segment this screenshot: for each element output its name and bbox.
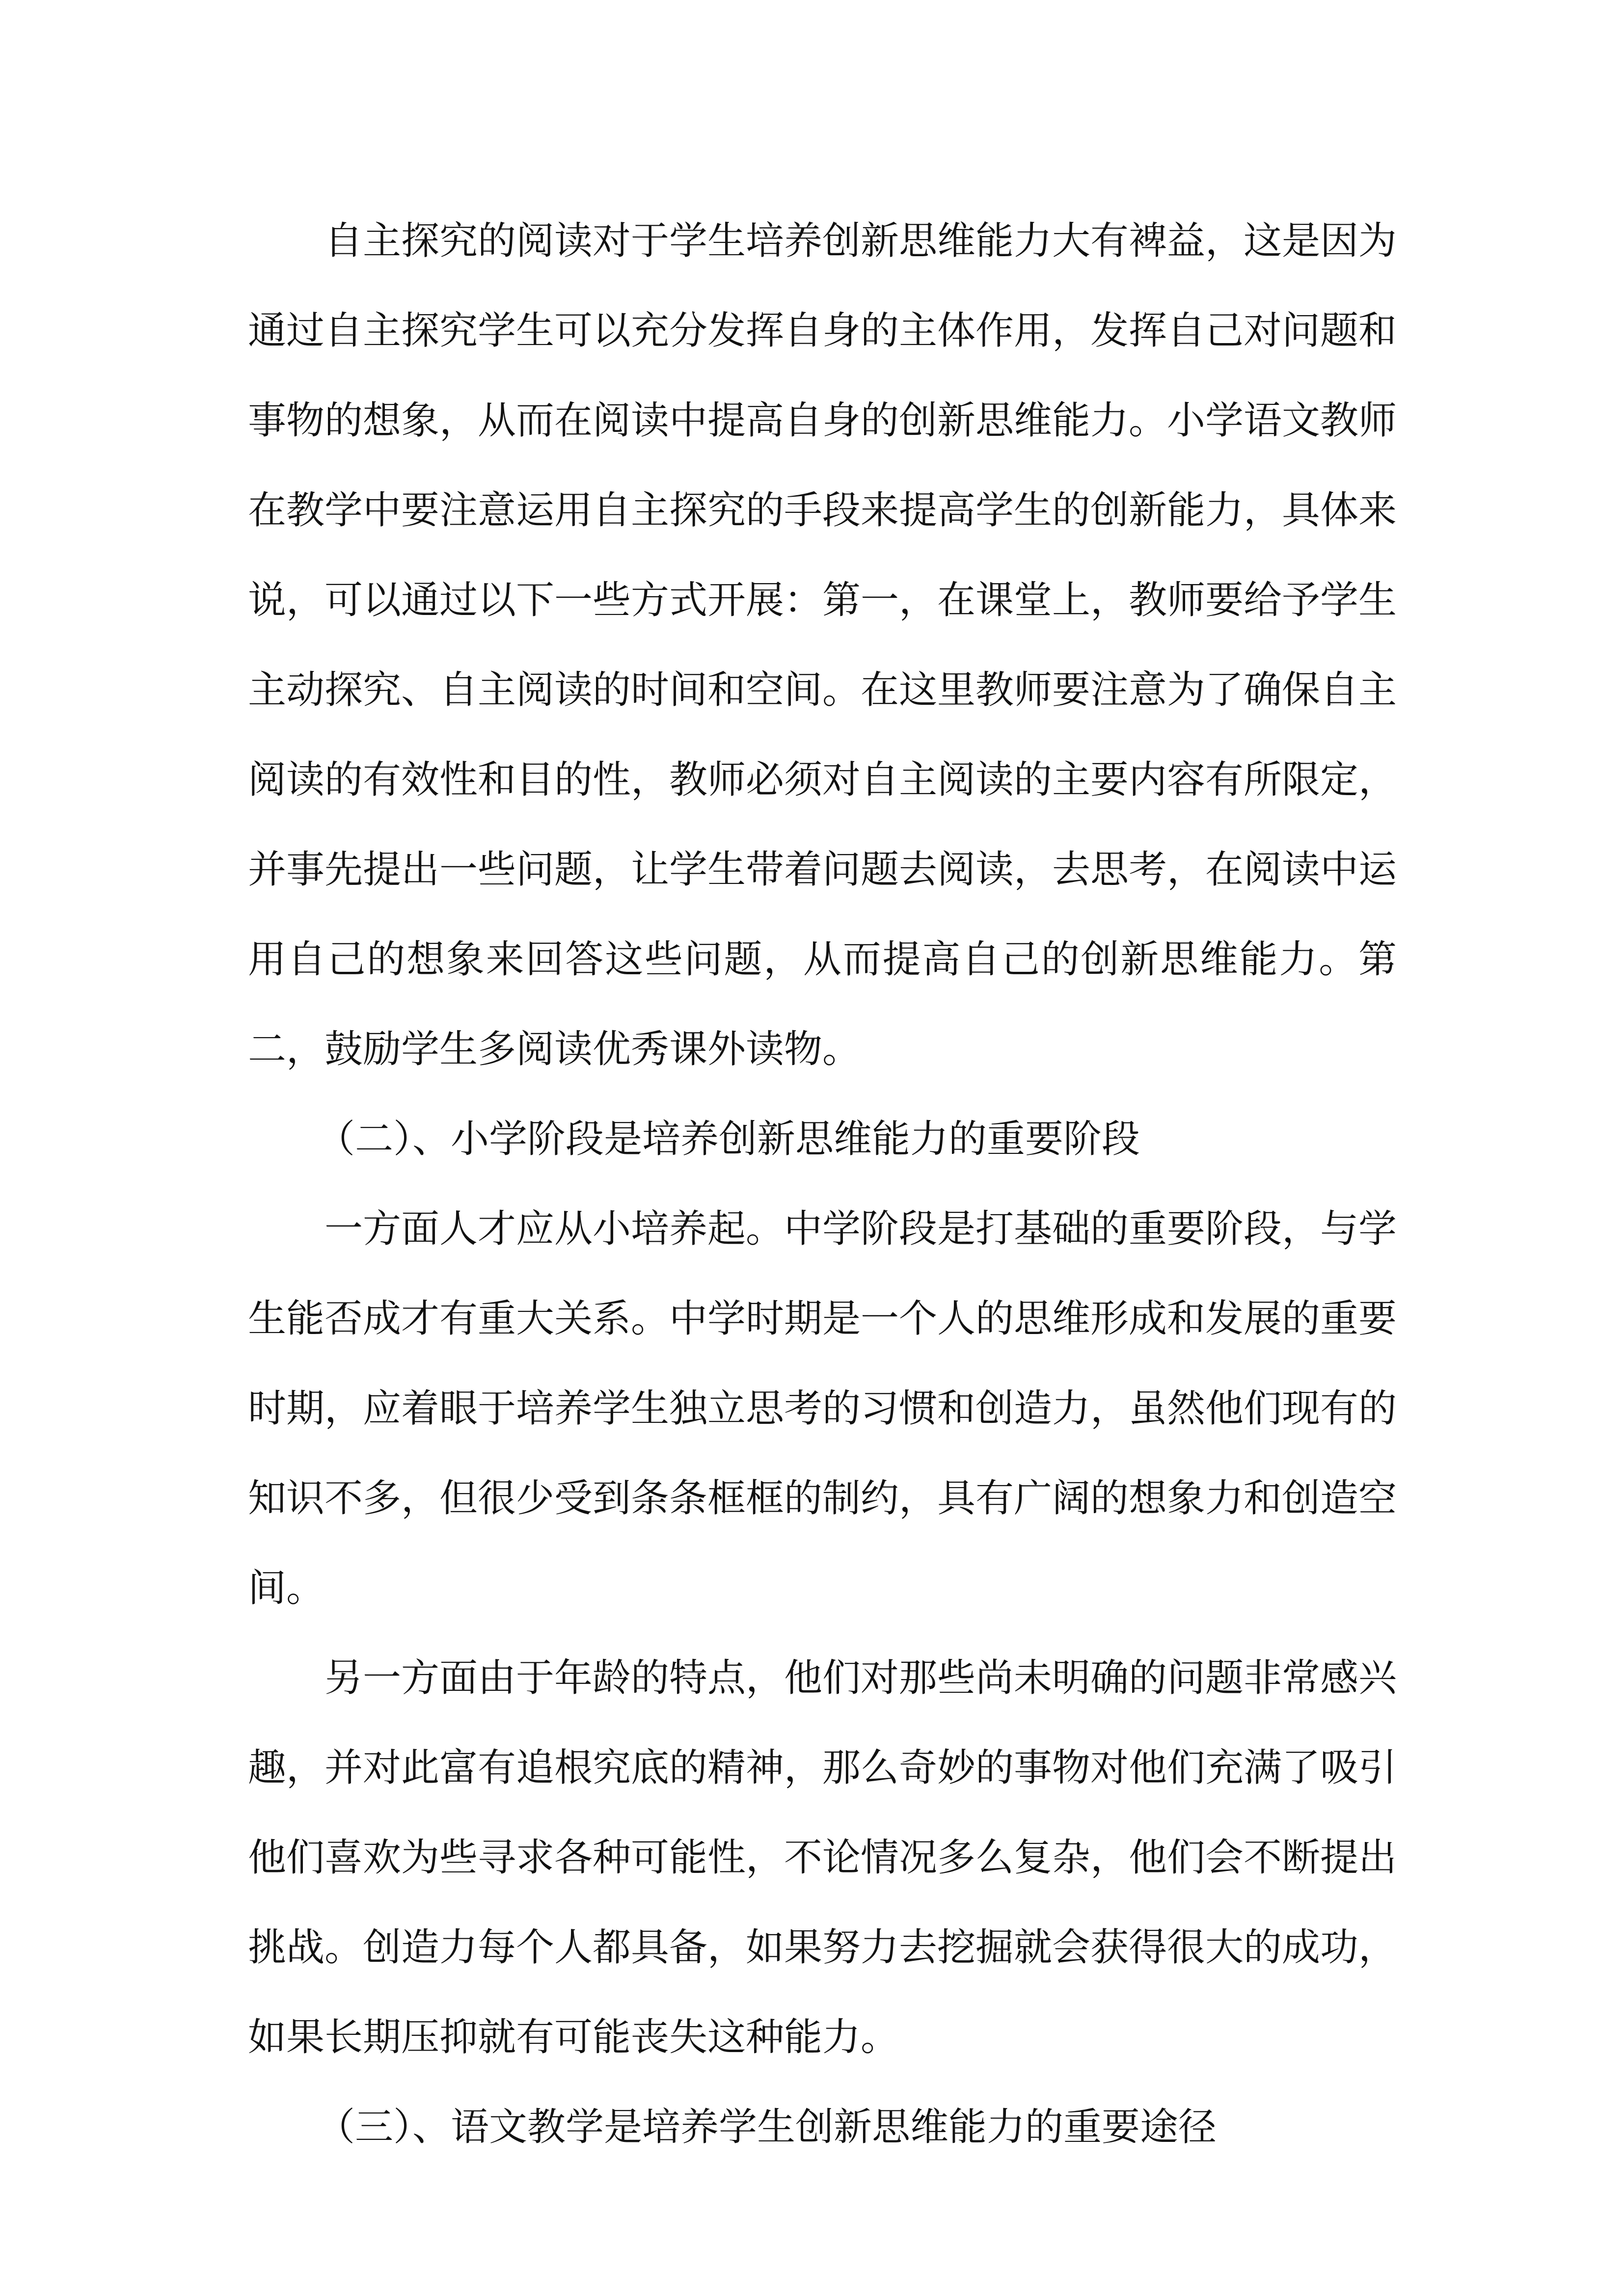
paragraph-self-inquiry-reading: 自主探究的阅读对于学生培养创新思维能力大有裨益，这是因为通过自主探究学生可以充分发挥自身的主体作用，发挥自己对问题和事物的想象，从而在阅读中提高自身的创新思维能力。小学语文教师在教学中要注意运用自主探究的手段来提高学生的创新能力，具体来说，可以通过以下一些方式开展：第一，在课堂上，教师要给予学生主动探究、自主阅读的时间和空间。在这里教师要注意为了确保自主阅读的有效性和目的性，教师必须对自主阅读的主要内容有所限定，并事先提出一些问题，让学生带着问题去阅读，去思考，在阅读中运用自己的想象来回答这些问题，从而提高自己的创新思维能力。第二，鼓励学生多阅读优秀课外读物。: [248, 219, 1397, 1071]
section-heading-3: （三）、语文教学是培养学生创新思维能力的重要途径: [317, 2105, 1217, 2149]
paragraph-talent-early: 一方面人才应从小培养起。中学阶段是打基础的重要阶段，与学生能否成才有重大关系。中学时期是一个人的思维形成和发展的重要时期，应着眼于培养学生独立思考的习惯和创造力，虽然他们现有的知识不多，但很少受到条条框框的制约，具有广阔的想象力和创造空间。: [248, 1207, 1397, 1610]
document-body: [248, 196, 1397, 2172]
section-heading-2: （二）、小学阶段是培养创新思维能力的重要阶段: [317, 1117, 1140, 1161]
paragraph-age-characteristics: 另一方面由于年龄的特点，他们对那些尚未明确的问题非常感兴趣，并对此富有追根究底的精神，那么奇妙的事物对他们充满了吸引他们喜欢为些寻求各种可能性，不论情况多么复杂，他们会不断提出挑战。创造力每个人都具备，如果努力去挖掘就会获得很大的成功，如果长期压抑就有可能丧失这种能力。: [248, 1656, 1397, 2059]
